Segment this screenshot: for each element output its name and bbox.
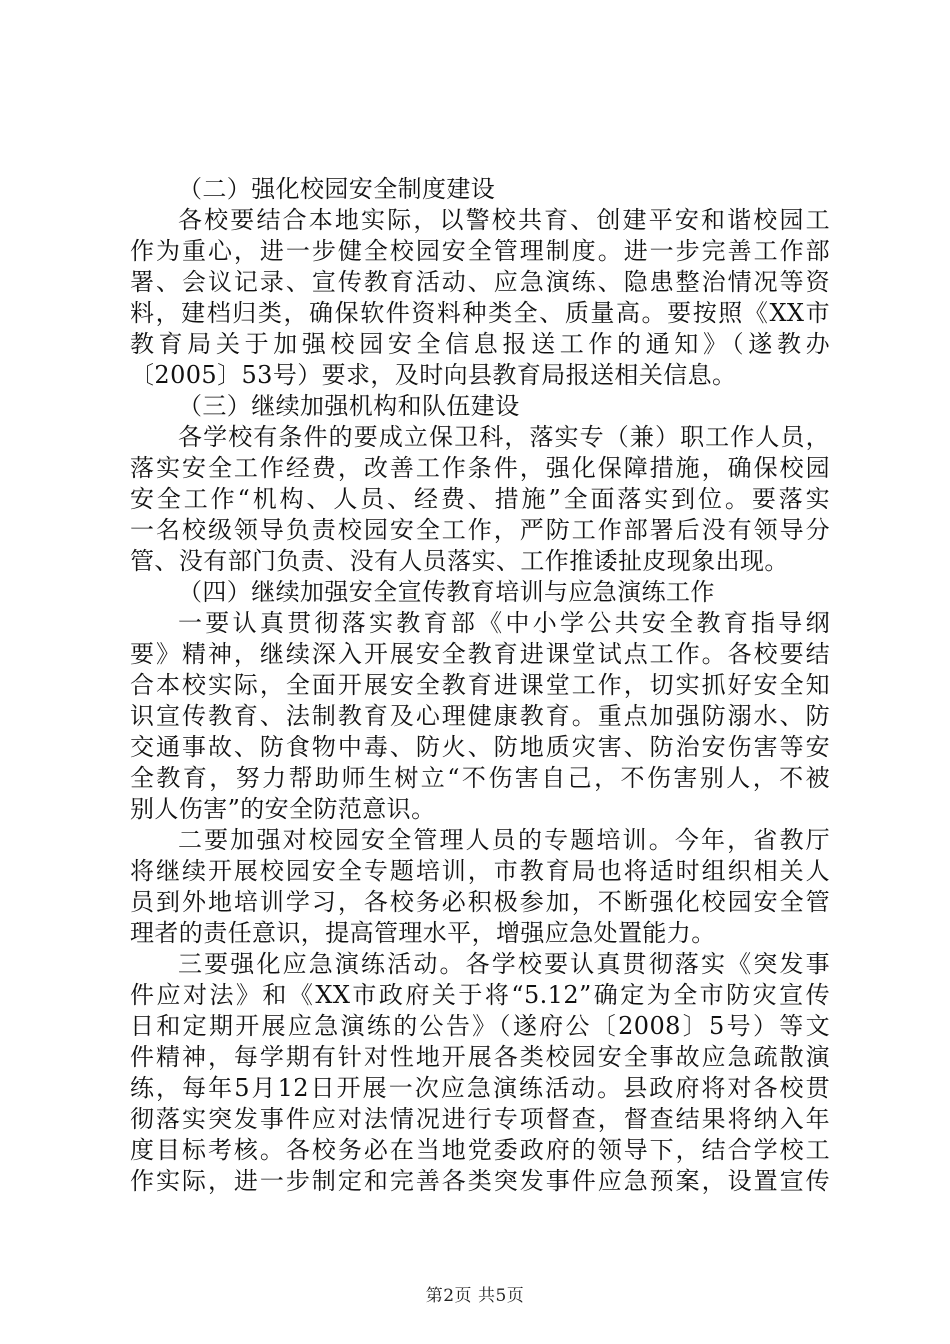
text-line: 一要认真贯彻落实教育部《中小学公共安全教育指导纲 <box>178 609 830 637</box>
text-line: 作为重心，进一步健全校园安全管理制度。进一步完善工作部 <box>130 237 830 265</box>
text-line: 一名校级领导负责校园安全工作，严防工作部署后没有领导分 <box>130 516 830 544</box>
text-line: （三）继续加强机构和队伍建设 <box>178 392 520 420</box>
text-line: 料，建档归类，确保软件资料种类全、质量高。要按照《XX市 <box>130 299 830 327</box>
text-line: 件精神，每学期有针对性地开展各类校园安全事故应急疏散演 <box>130 1043 830 1071</box>
page-footer: 第2页 共5页 <box>425 1286 525 1306</box>
text-line: 各学校有条件的要成立保卫科，落实专（兼）职工作人员， <box>178 423 830 451</box>
text-line: 交通事故、防食物中毒、防火、防地质灾害、防治安伤害等安 <box>130 733 830 761</box>
text-line: 彻落实突发事件应对法情况进行专项督查，督查结果将纳入年 <box>130 1105 830 1133</box>
text-line: 将继续开展校园安全专题培训，市教育局也将适时组织相关人 <box>130 857 830 885</box>
text-line: 各校要结合本地实际，以警校共育、创建平安和谐校园工 <box>178 206 830 234</box>
text-line: 教育局关于加强校园安全信息报送工作的通知》（遂教办 <box>130 330 830 358</box>
text-line: 练，每年5月12日开展一次应急演练活动。县政府将对各校贯 <box>130 1074 830 1102</box>
text-line: 别人伤害”的安全防范意识。 <box>130 795 436 823</box>
text-line: 日和定期开展应急演练的公告》（遂府公〔2008〕5号）等文 <box>130 1012 830 1040</box>
text-line: 安全工作“机构、人员、经费、措施”全面落实到位。要落实 <box>130 485 830 513</box>
text-line: 合本校实际，全面开展安全教育进课堂工作，切实抓好安全知 <box>130 671 830 699</box>
text-line: 署、会议记录、宣传教育活动、应急演练、隐患整治情况等资 <box>130 268 830 296</box>
text-line: 识宣传教育、法制教育及心理健康教育。重点加强防溺水、防 <box>130 702 830 730</box>
text-line: 度目标考核。各校务必在当地党委政府的领导下，结合学校工 <box>130 1136 830 1164</box>
text-line: （二）强化校园安全制度建设 <box>178 175 496 203</box>
text-line: 员到外地培训学习，各校务必积极参加，不断强化校园安全管 <box>130 888 830 916</box>
text-line: 理者的责任意识，提高管理水平，增强应急处置能力。 <box>130 919 716 947</box>
text-line: 二要加强对校园安全管理人员的专题培训。今年，省教厅 <box>178 826 830 854</box>
text-line: 要》精神，继续深入开展安全教育进课堂试点工作。各校要结 <box>130 640 830 668</box>
text-line: 三要强化应急演练活动。各学校要认真贯彻落实《突发事 <box>178 950 830 978</box>
text-line: 〔2005〕53号）要求，及时向县教育局报送相关信息。 <box>130 361 737 389</box>
text-line: 件应对法》和《XX市政府关于将“5.12”确定为全市防灾宣传 <box>130 981 830 1009</box>
text-line: （四）继续加强安全宣传教育培训与应急演练工作 <box>178 578 715 606</box>
text-line: 管、没有部门负责、没有人员落实、工作推诿扯皮现象出现。 <box>130 547 789 575</box>
text-line: 作实际，进一步制定和完善各类突发事件应急预案，设置宣传 <box>130 1167 830 1195</box>
text-line: 落实安全工作经费，改善工作条件，强化保障措施，确保校园 <box>130 454 830 482</box>
text-line: 全教育，努力帮助师生树立“不伤害自己，不伤害别人，不被 <box>130 764 830 792</box>
